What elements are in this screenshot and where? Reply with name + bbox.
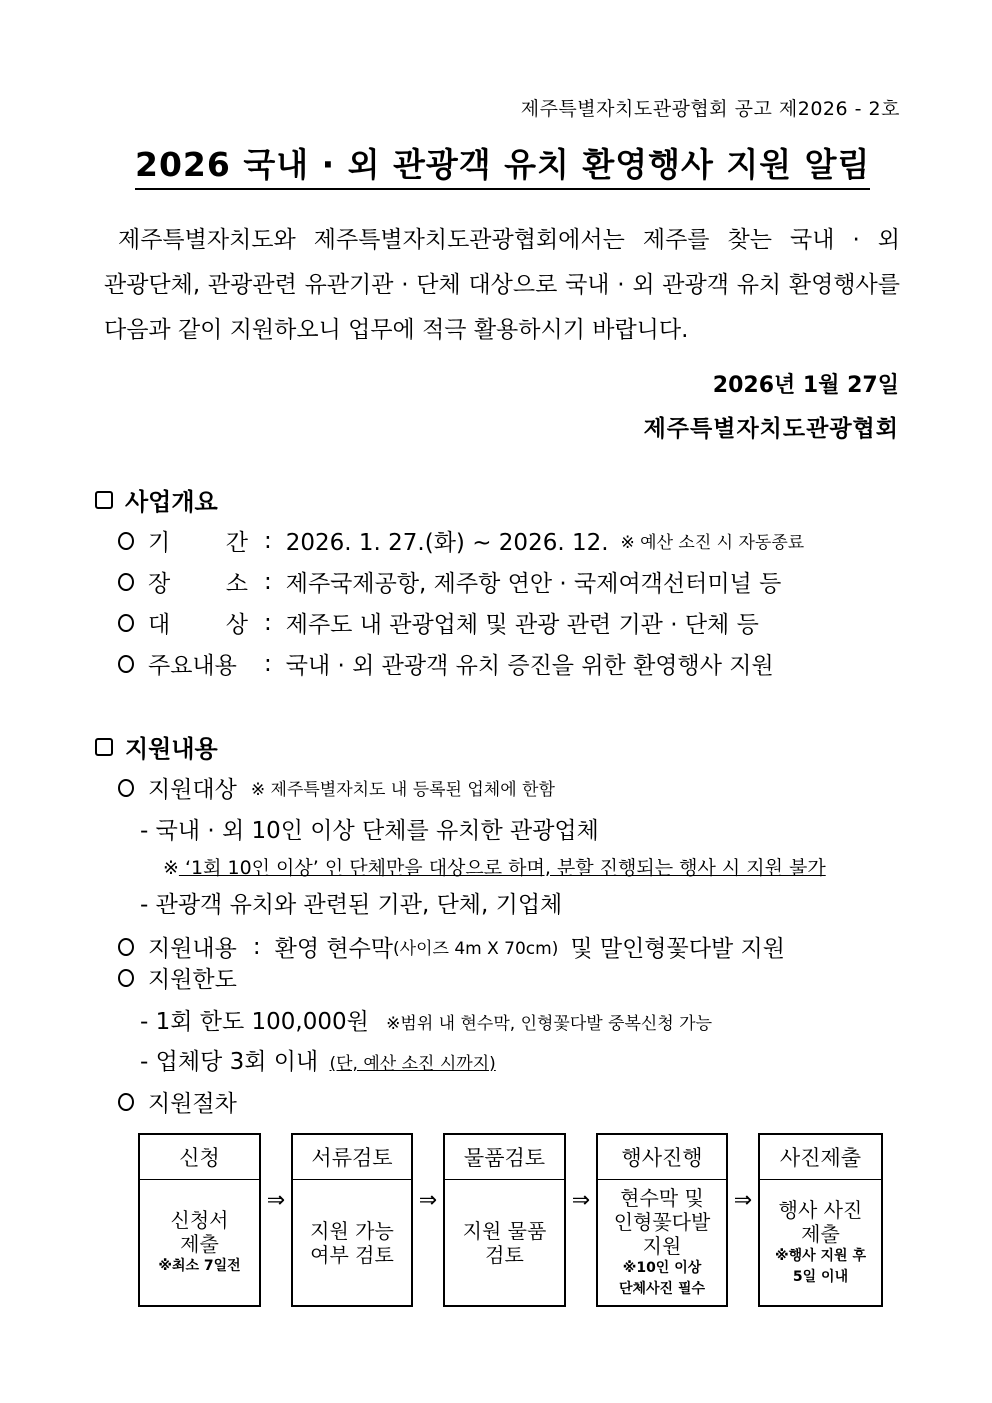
support-target-note: ※ ‘1회 10인 이상’ 인 단체만을 대상으로 하며, 분할 진행되는 행사 시 지원 불가 bbox=[163, 857, 826, 879]
step-body: 행사 사진 제출 ※행사 지원 후 5일 이내 bbox=[775, 1197, 866, 1285]
intro-paragraph bbox=[104, 218, 900, 353]
step-body: 신청서 제출 ※최소 7일전 bbox=[158, 1208, 241, 1274]
item-value: 제주도 내 관광업체 및 관광 관련 기관 · 단체 등 bbox=[285, 612, 759, 638]
item-label: 지원대상 bbox=[148, 777, 237, 803]
item-label: 장 소 bbox=[148, 571, 248, 597]
support-target-sub-item: - 관광객 유치와 관련된 기관, 단체, 기업체 bbox=[140, 892, 563, 918]
intro-line: 다음과 같이 지원하오니 업무에 적극 활용하시기 바랍니다. bbox=[104, 317, 689, 343]
procedure-flowchart bbox=[138, 1133, 883, 1307]
item-label: 지원한도 bbox=[148, 967, 237, 993]
circle-bullet-icon bbox=[118, 614, 134, 632]
procedure-step-apply bbox=[138, 1133, 261, 1307]
step-title: 사진제출 bbox=[760, 1135, 881, 1180]
arrow-right-icon: ⇒ bbox=[571, 1188, 591, 1213]
overview-item-place: 장 소 : 제주국제공항, 제주항 연안 · 국제여객선터미널 등 bbox=[118, 565, 781, 598]
section-heading-overview bbox=[95, 482, 218, 517]
step-title: 서류검토 bbox=[293, 1135, 411, 1180]
item-label: 대 상 bbox=[148, 612, 248, 638]
step-title: 물품검토 bbox=[445, 1135, 564, 1180]
page-title: 2026 국내 · 외 관광객 유치 환영행사 지원 알림 bbox=[135, 142, 870, 190]
procedure-step-item-review bbox=[443, 1133, 566, 1307]
step-body: 지원 가능 여부 검토 bbox=[310, 1218, 394, 1267]
circle-bullet-icon bbox=[118, 938, 134, 956]
item-note: (단, 예산 소진 시까지) bbox=[329, 1054, 496, 1074]
overview-item-period: 기 간 : 2026. 1. 27.(화) ~ 2026. 12. ※ 예산 소진 시 자동종료 bbox=[118, 524, 804, 557]
item-value: 제주국제공항, 제주항 연안 · 국제여객선터미널 등 bbox=[285, 571, 782, 597]
item-note: ※범위 내 현수막, 인형꽃다발 중복신청 가능 bbox=[386, 1014, 713, 1034]
notice-number: 제주특별자치도관광협회 공고 제2026 - 2호 bbox=[520, 98, 900, 120]
intro-line: 제주특별자치도와 제주특별자치도관광협회에서는 제주를 찾는 국내 · 외 bbox=[118, 227, 900, 253]
organization-name: 제주특별자치도관광협회 bbox=[643, 416, 899, 442]
item-label: 지원내용 bbox=[148, 936, 237, 962]
section-heading-support bbox=[95, 729, 218, 764]
overview-item-target: 대 상 : 제주도 내 관광업체 및 관광 관련 기관 · 단체 등 bbox=[118, 606, 759, 639]
procedure-step-event bbox=[596, 1133, 728, 1307]
item-label: 기 간 bbox=[148, 530, 248, 556]
circle-bullet-icon bbox=[118, 573, 134, 591]
intro-line: 관광단체, 관광관련 유관기관 · 단체 대상으로 국내 · 외 관광객 유치 환영행사를 bbox=[104, 272, 900, 298]
section-heading-text: 지원내용 bbox=[125, 735, 218, 763]
procedure-step-photo-submit bbox=[758, 1133, 883, 1307]
step-body: 지원 물품 검토 bbox=[462, 1218, 547, 1267]
support-content: 지원내용 : 환영 현수막 (사이즈 4m X 70cm) 및 말인형꽃다발 지원 bbox=[118, 930, 785, 963]
step-body: 현수막 및 인형꽃다발 지원 ※10인 이상 단체사진 필수 bbox=[613, 1185, 711, 1297]
item-note: ※ 제주특별자치도 내 등록된 업체에 한함 bbox=[250, 780, 555, 800]
circle-bullet-icon bbox=[118, 969, 134, 987]
overview-item-main-content: 주요내용 : 국내 · 외 관광객 유치 증진을 위한 환영행사 지원 bbox=[118, 647, 774, 680]
item-size-note: (사이즈 4m X 70cm) bbox=[393, 939, 559, 959]
support-limit bbox=[118, 961, 237, 994]
item-value: 환영 현수막 bbox=[274, 936, 394, 962]
announcement-date: 2026년 1월 27일 bbox=[712, 373, 899, 398]
item-note: ※ 예산 소진 시 자동종료 bbox=[620, 533, 805, 553]
item-value: 및 말인형꽃다발 지원 bbox=[570, 936, 785, 962]
square-bullet-icon bbox=[95, 738, 113, 756]
square-bullet-icon bbox=[95, 491, 113, 509]
step-title: 신청 bbox=[140, 1135, 259, 1180]
arrow-right-icon: ⇒ bbox=[418, 1188, 438, 1213]
support-target-sub-item: - 국내 · 외 10인 이상 단체를 유치한 관광업체 bbox=[140, 818, 599, 844]
support-target bbox=[118, 771, 555, 804]
circle-bullet-icon bbox=[118, 655, 134, 673]
item-value: 2026. 1. 27.(화) ~ 2026. 12. bbox=[285, 530, 609, 556]
support-limit-sub-item: - 업체당 3회 이내 (단, 예산 소진 시까지) bbox=[140, 1049, 496, 1075]
item-value: 국내 · 외 관광객 유치 증진을 위한 환영행사 지원 bbox=[285, 653, 774, 679]
circle-bullet-icon bbox=[118, 1093, 134, 1111]
item-label: 주요내용 bbox=[148, 653, 237, 679]
support-limit-sub-item: - 1회 한도 100,000원 ※범위 내 현수막, 인형꽃다발 중복신청 가능 bbox=[140, 1009, 713, 1035]
procedure-step-document-review bbox=[291, 1133, 413, 1307]
step-title: 행사진행 bbox=[598, 1135, 726, 1180]
circle-bullet-icon bbox=[118, 779, 134, 797]
arrow-right-icon: ⇒ bbox=[733, 1188, 753, 1213]
section-heading-text: 사업개요 bbox=[125, 488, 218, 516]
support-procedure bbox=[118, 1085, 237, 1118]
circle-bullet-icon bbox=[118, 532, 134, 550]
arrow-right-icon: ⇒ bbox=[266, 1188, 286, 1213]
item-label: 지원절차 bbox=[148, 1091, 237, 1117]
